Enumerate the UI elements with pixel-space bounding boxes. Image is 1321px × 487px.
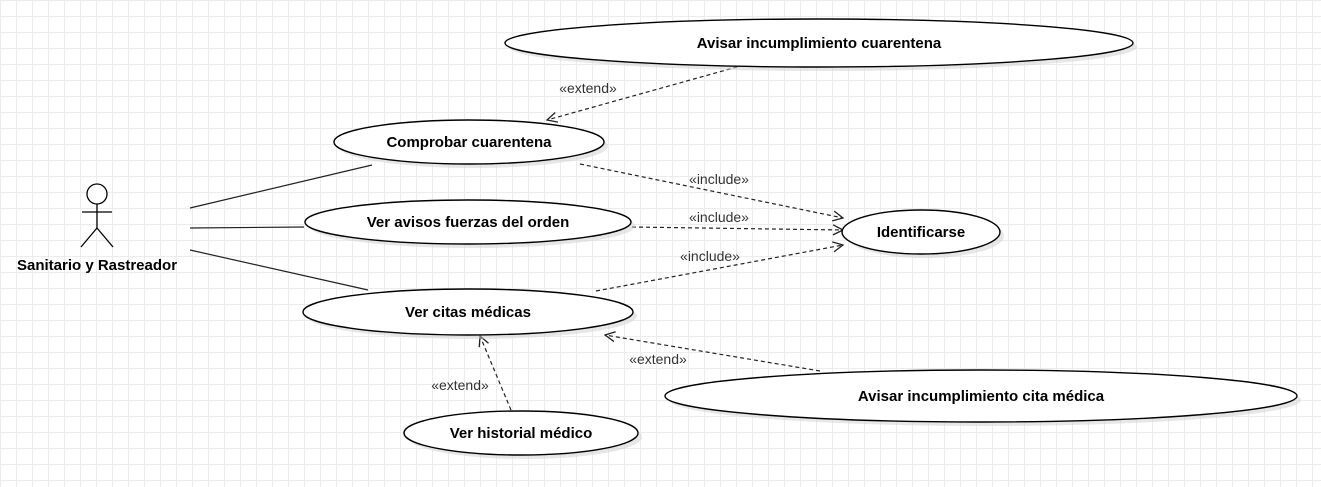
include-label-avisos: «include» [689,209,749,225]
use-case-ver-avisos-fuerzas-del-orden[interactable] [305,200,635,248]
include-arrow-avisos[interactable] [632,227,843,230]
use-case-label: Avisar incumplimiento cuarentena [696,35,942,52]
use-case-label: Comprobar cuarentena [386,134,552,151]
association-ver-citas[interactable] [190,250,368,290]
use-case-avisar-incumplimiento-cuarentena[interactable] [505,19,1137,71]
use-case-ver-citas-medicas[interactable] [303,289,637,339]
use-case-identificarse[interactable] [842,210,1004,258]
use-case-label: Ver avisos fuerzas del orden [366,214,570,231]
use-case-avisar-incumplimiento-cita-medica[interactable] [665,370,1301,426]
extend-arrow-historial[interactable] [480,336,511,410]
actor-left-leg [81,228,97,247]
actor-label: Sanitario y Rastreador [16,257,178,274]
actor-sanitario-rastreador[interactable] [17,184,177,274]
use-case-label: Ver citas médicas [405,304,531,321]
use-case-ver-historial-medico[interactable] [404,411,642,459]
actor-right-leg [97,228,113,247]
use-case-label: Identificarse [876,224,966,241]
use-case-comprobar-cuarentena[interactable] [334,120,608,168]
extend-label-historial: «extend» [431,377,489,393]
include-label-comprobar: «include» [689,171,749,187]
association-ver-avisos[interactable] [190,227,304,228]
actor-head [87,184,107,204]
extend-label-cuarentena: «extend» [559,80,617,96]
association-comprobar-cuarentena[interactable] [190,165,372,208]
include-label-citas: «include» [680,248,740,264]
extend-label-cita: «extend» [629,351,687,367]
use-case-label: Avisar incumplimiento cita médica [857,388,1105,405]
use-case-label: Ver historial médico [449,425,593,442]
